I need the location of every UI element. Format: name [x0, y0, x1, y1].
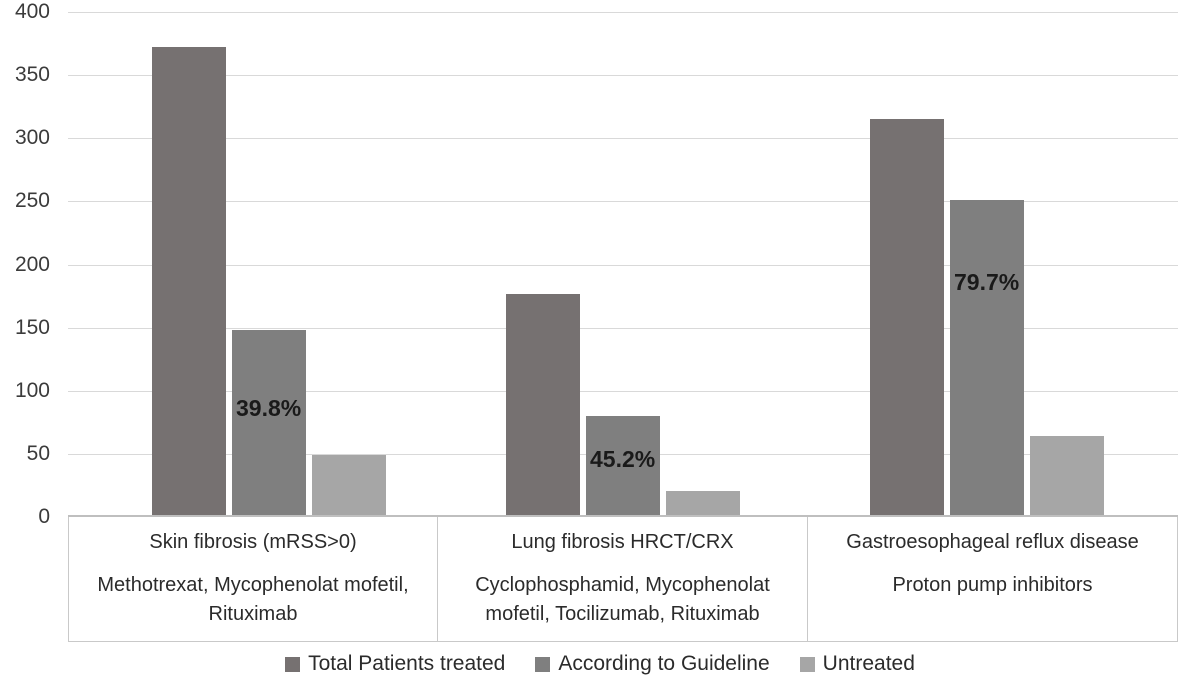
bar-group [808, 12, 1178, 517]
bar [232, 330, 306, 517]
y-axis-tick-label: 150 [14, 315, 50, 339]
y-axis-tick-label: 300 [14, 126, 50, 150]
category-name: Lung fibrosis HRCT/CRX [511, 531, 734, 553]
legend-swatch-icon [535, 657, 550, 672]
category-name: Skin fibrosis (mRSS>0) [149, 531, 357, 553]
y-axis [0, 0, 60, 528]
category-cell [438, 517, 808, 642]
bar [950, 200, 1024, 517]
y-axis-tick-label: 100 [14, 378, 50, 402]
category-drugs: Methotrexat, Mycophenolat mofetil, Rituximab [97, 574, 409, 625]
legend-item[interactable] [285, 652, 505, 676]
bar-group [68, 12, 438, 517]
legend-swatch-icon [285, 657, 300, 672]
bar [1030, 436, 1104, 517]
legend-label: Untreated [822, 652, 915, 675]
y-axis-tick-label: 50 [26, 441, 50, 465]
bar [506, 294, 580, 517]
category-cell [808, 517, 1178, 642]
bar [152, 47, 226, 517]
bar-value-annotation: 45.2% [590, 445, 656, 472]
bar [666, 491, 740, 518]
legend-item[interactable] [535, 652, 769, 676]
bar-groups [68, 12, 1178, 517]
y-axis-tick-label: 350 [14, 63, 50, 87]
bar [870, 119, 944, 517]
bar-group [438, 12, 808, 517]
category-cell [68, 517, 438, 642]
chart-legend [0, 652, 1200, 676]
y-axis-tick-label: 0 [38, 505, 50, 528]
y-axis-tick-label: 200 [14, 252, 50, 276]
bar-value-annotation: 39.8% [236, 395, 302, 422]
bar [312, 455, 386, 517]
legend-swatch-icon [800, 657, 815, 672]
y-axis-tick-label: 400 [14, 0, 50, 23]
legend-label: Total Patients treated [308, 652, 506, 675]
category-drugs: Proton pump inhibitors [892, 574, 1093, 596]
bar-value-annotation: 79.7% [954, 269, 1020, 296]
category-labels [68, 517, 1178, 642]
legend-item[interactable] [800, 652, 915, 676]
category-drugs: Cyclophosphamid, Mycophenolat mofetil, Tocilizumab, Rituximab [475, 574, 770, 625]
category-name: Gastroesophageal reflux disease [846, 531, 1139, 553]
y-axis-tick-label: 250 [14, 189, 50, 213]
plot-area [68, 12, 1178, 517]
legend-label: According to Guideline [558, 652, 770, 675]
